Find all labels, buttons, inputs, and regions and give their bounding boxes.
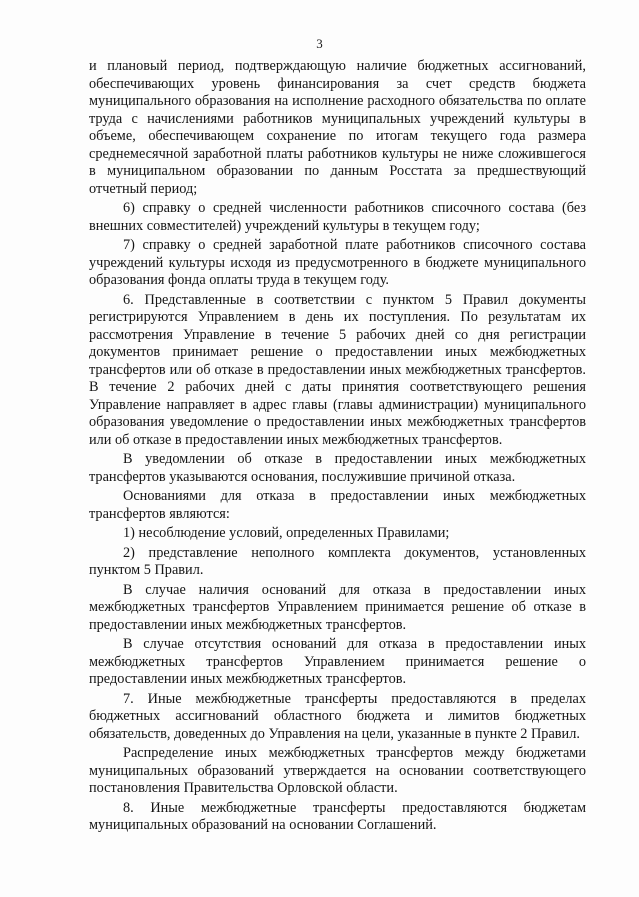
paragraph-distribution: Распределение иных межбюджетных трансфертов между бюджетами муниципальных образований утверждается на основании соответствующего постановления Правительства Орловской области. [89, 745, 586, 796]
paragraph-section-8: 8. Иные межбюджетные трансферты предоставляются бюджетам муниципальных образований на основании Соглашений. [89, 799, 586, 833]
paragraph-refusal-notice: В уведомлении об отказе в предоставлении иных межбюджетных трансфертов указываются основания, послужившие причиной отказа. [89, 451, 586, 485]
paragraph-approval-decision: В случае отсутствия оснований для отказа в предоставлении иных межбюджетных трансфертов Управлением принимается решение о предоставлении иных межбюджетных трансфертов. [89, 636, 586, 687]
paragraph-item-6-reference: 6) справку о средней численности работников списочного состава (без внешних совместителей) учреждений культуры в текущем году; [89, 200, 586, 234]
document-body [89, 58, 586, 837]
paragraph-continuation: и плановый период, подтверждающую наличие бюджетных ассигнований, обеспечивающих уровень финансирования за счет средств бюджета муниципального образования на исполнение расходного обязательства по оплате труда с начислениями работников муниципальных учреждений культуры в объеме, обеспечивающем сохранение по итогам текущего года размера среднемесячной заработной платы работников культуры не ниже сложившегося в муниципальном образовании по данным Росстата за предшествующий отчетный период; [89, 58, 586, 197]
paragraph-ground-2: 2) представление неполного комплекта документов, установленных пунктом 5 Правил. [89, 544, 586, 578]
paragraph-ground-1: 1) несоблюдение условий, определенных Правилами; [123, 525, 450, 541]
paragraph-section-6: 6. Представленные в соответствии с пунктом 5 Правил документы регистрируются Управлением в день их поступления. По результатам их рассмотрения Управление в течение 5 рабочих дней со дня регистрации документов принимает решение о предоставлении иных межбюджетных трансфертов или об отказе в предоставлении иных межбюджетных трансфертов. В течение 2 рабочих дней с даты принятия соответствующего решения Управление направляет в адрес главы (главы администрации) муниципального образования уведомление о предоставлении иных межбюджетных трансфертов или об отказе в предоставлении иных межбюджетных трансфертов. [89, 291, 586, 448]
paragraph-section-7: 7. Иные межбюджетные трансферты предоставляются в пределах бюджетных ассигнований областного бюджета и лимитов бюджетных обязательств, доведенных до Управления на цели, указанные в пункте 2 Правил. [89, 690, 586, 742]
paragraph-refusal-decision: В случае наличия оснований для отказа в предоставлении иных межбюджетных трансфертов Управлением принимается решение об отказе в предоставлении иных межбюджетных трансфертов. [89, 581, 586, 633]
paragraph-refusal-grounds: Основаниями для отказа в предоставлении иных межбюджетных трансфертов являются: [89, 488, 586, 522]
page-number: 3 [316, 36, 323, 51]
paragraph-item-7-reference: 7) справку о средней заработной плате работников списочного состава учреждений культуры исходя из предусмотренного в бюджете муниципального образования фонда оплаты труда в текущем году. [89, 237, 586, 288]
